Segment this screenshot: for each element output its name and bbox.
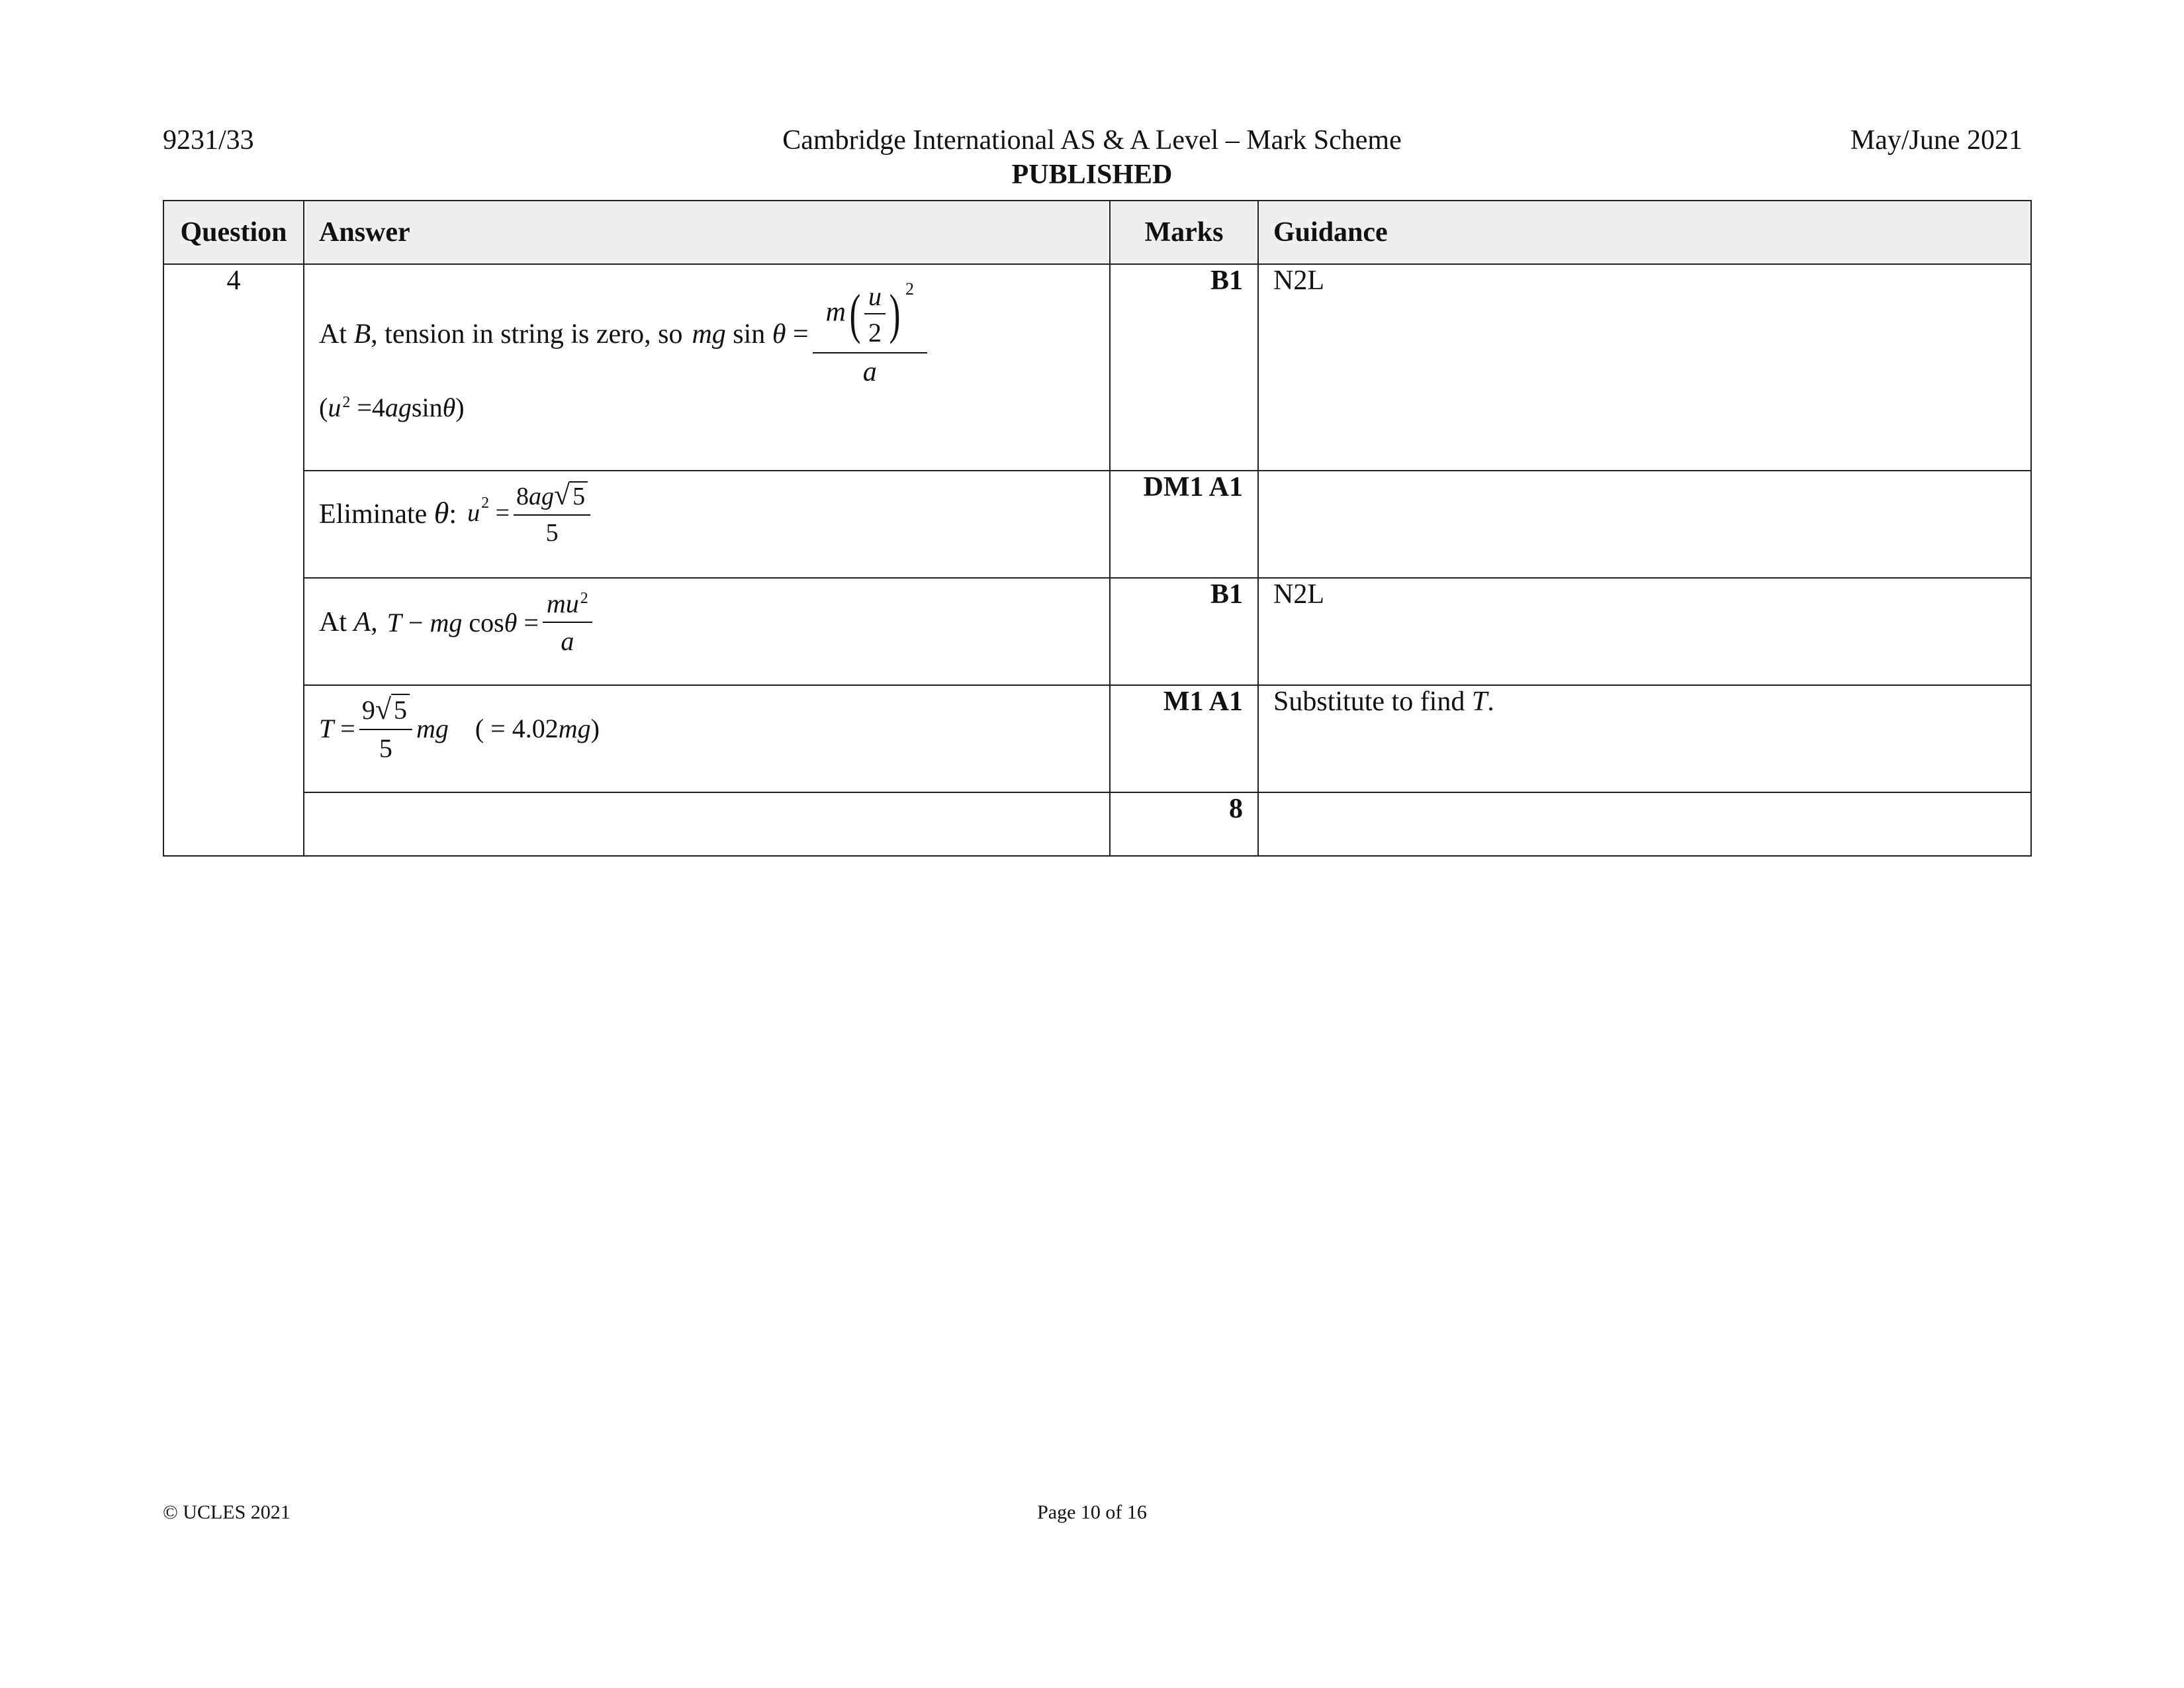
question-number: 4 (163, 264, 304, 856)
marks-cell: B1 (1110, 578, 1258, 685)
guidance-cell: Substitute to find T. (1258, 685, 2031, 792)
answer-text: Eliminate θ: (319, 496, 457, 530)
guidance-cell (1258, 792, 2031, 856)
marks-cell: DM1 A1 (1110, 471, 1258, 578)
equation-tension-result: T = $\frac{9√ 5}{5}$ mg ( = 4.02mg) (319, 693, 600, 763)
answer-cell (304, 471, 1110, 578)
document-title: Cambridge International AS & A Level – Mark Scheme (782, 125, 1402, 156)
answer-text: At A, (319, 607, 378, 637)
total-marks: 8 (1110, 792, 1258, 856)
exam-session: May/June 2021 (1850, 125, 2023, 156)
table-row-total (163, 792, 2031, 856)
page-number: Page 10 of 16 (1037, 1501, 1147, 1523)
table-row (163, 578, 2031, 685)
column-header-marks: Marks (1110, 201, 1258, 264)
table-row (163, 471, 2031, 578)
guidance-cell (1258, 471, 2031, 578)
answer-cell (304, 264, 1110, 471)
derived-u-squared: $(u^2 =4agsin\theta)$ (319, 393, 465, 422)
guidance-cell: N2L (1258, 264, 2031, 471)
copyright: © UCLES 2021 (163, 1501, 291, 1523)
column-header-guidance: Guidance (1258, 201, 2031, 264)
answer-cell (304, 578, 1110, 685)
answer-cell (304, 792, 1110, 856)
marks-cell: M1 A1 (1110, 685, 1258, 792)
marks-cell: B1 (1110, 264, 1258, 471)
equation-n2l-at-b: mg sin θ = m( $\frac{u}{2}$ ) $^2$ a (692, 281, 931, 388)
equation-eliminate-theta: u 2 = $\frac{8ag√ 5}{5}$ (467, 478, 594, 547)
table-row (163, 264, 2031, 471)
published-label: PUBLISHED (1011, 160, 1173, 190)
answer-text: At B, tension in string is zero, so (319, 319, 683, 350)
column-header-answer: Answer (304, 201, 1110, 264)
column-header-question: Question (163, 201, 304, 264)
mark-scheme-table (163, 200, 2032, 857)
equation-n2l-at-a: T − mg cos θ = $\frac{mu^2}{a}$ (387, 588, 596, 657)
paper-code: 9231/33 (163, 125, 254, 156)
guidance-cell: N2L (1258, 578, 2031, 685)
table-row (163, 685, 2031, 792)
answer-cell (304, 685, 1110, 792)
table-header-row (163, 201, 2031, 264)
